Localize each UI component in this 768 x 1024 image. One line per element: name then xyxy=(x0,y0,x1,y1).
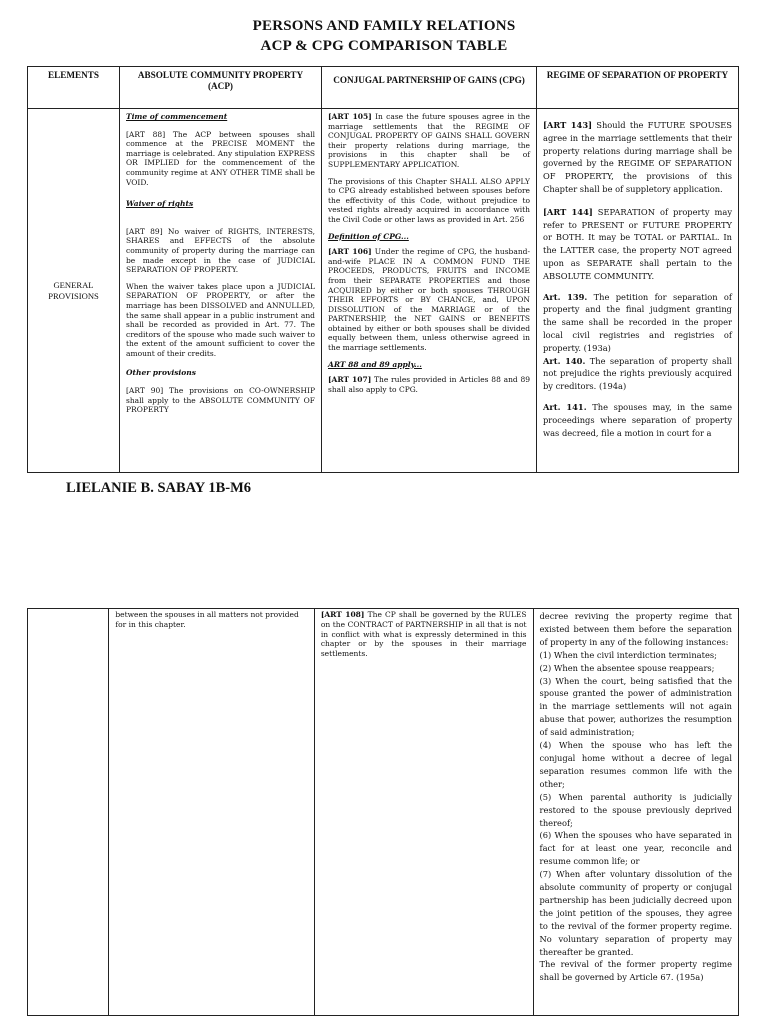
cpg-art105-tag: [ART 105] xyxy=(328,112,372,121)
cpg-art106 xyxy=(328,247,530,353)
header-acp: ABSOLUTE COMMUNITY PROPERTY (ACP) xyxy=(120,67,322,109)
acp-heading-waiver: Waiver of rights xyxy=(126,199,194,209)
sep-art139 xyxy=(543,291,732,355)
sep-instance-item: (1) When the civil interdiction terminates; xyxy=(539,649,717,660)
acp-continuation-text: between the spouses in all matters not provided for in this chapter. xyxy=(115,610,299,629)
sep-instances-list xyxy=(540,649,733,959)
sep-art140-tag: Art. 140. xyxy=(543,355,586,366)
acp-art90: [ART 90] The provisions on CO-OWNERSHIP shall apply to the ABSOLUTE COMMUNITY OF PROPERTY xyxy=(126,386,315,415)
sep-art141 xyxy=(543,401,732,439)
header-row xyxy=(28,67,739,109)
sep-closing-text: The revival of the former property regime shall be governed by Article 67. (195a) xyxy=(539,959,732,983)
sep-art140 xyxy=(543,355,732,393)
sep-art143-tag: [ART 143] xyxy=(543,120,593,130)
cpg-art108-text: The CP shall be governed by the RULES on the CONTRACT of PARTNERSHIP in all that is not in conflict with what is expressly determined in this chapter or by the spouses in their marriage settlements. xyxy=(320,610,527,659)
cpg-cell xyxy=(322,109,537,473)
cpg-art108-tag: [ART 108] xyxy=(320,610,365,619)
sep-art144-tag: [ART 144] xyxy=(543,206,593,217)
sep-continuation-cell xyxy=(533,609,739,1016)
acp-heading-other: Other provisions xyxy=(126,368,196,378)
comparison-table-page2 xyxy=(27,608,739,1016)
document-title: PERSONS AND FAMILY RELATIONS xyxy=(252,18,516,34)
cpg-continuation-cell xyxy=(314,609,533,1016)
acp-heading-commencement: Time of commencement xyxy=(126,112,228,121)
sep-art139-text: The petition for separation of property and the final judgment granting the same shall be recorded in the proper local civil registries and registries of property. (193a) xyxy=(543,291,732,353)
general-provisions-row xyxy=(28,109,739,473)
continuation-elements-cell xyxy=(28,609,109,1016)
header-elements: ELEMENTS xyxy=(28,67,120,109)
sep-instance-item: (5) When parental authority is judicially restored to the spouse previously deprived thereof; xyxy=(539,791,732,828)
sep-art143 xyxy=(543,119,732,196)
acp-art89: [ART 89] No waiver of RIGHTS, INTERESTS, SHARES and EFFECTS of the absolute community of property during the marriage can be made except in the case of JUDICIAL SEPARATION OF PROPERTY. xyxy=(126,226,315,275)
acp-art88: [ART 88] The ACP between spouses shall commence at the PRECISE MOMENT the marriage is celebrated. Any stipulation EXPRESS OR IMPLIED for the commencement of the community regime at ANY OTHER TIME shall be VOID. xyxy=(126,129,315,187)
cpg-art106-text: Under the regime of CPG, the husband-and-wife PLACE IN A COMMON FUND THE PROCEEDS, PRODUCTS, FRUITS and INCOME from their SEPARATE PROPERTIES and those ACQUIRED by either or both spouses THROUGH THEIR EFFORTS or BY CHANCE, and, UPON DISSOLUTION of the MARRIAGE or of the PARTNERSHIP, the NET GAINS or BENEFITS obtained by either or both spouses shall be divided equally between them, unless otherwise agreed in the marriage settlements. xyxy=(328,247,530,353)
cpg-art107 xyxy=(328,375,530,394)
sep-art141-text: The spouses may, in the same proceedings where separation of property was decreed, file a motion in court for a xyxy=(543,401,732,438)
continuation-row xyxy=(28,609,739,1016)
cpg-art105 xyxy=(328,112,530,170)
sep-instance-item: (3) When the court, being satisfied that the spouse granted the power of administration in the marriage settlements will not again abuse that power, authorizes the resumption of said administration; xyxy=(539,675,732,738)
acp-cell xyxy=(120,109,322,473)
sep-instance-item: (4) When the spouse who has left the conjugal home without a decree of legal separation resumes common life with the other; xyxy=(539,740,732,789)
document-subtitle: ACP & CPG COMPARISON TABLE xyxy=(260,38,508,54)
cpg-art107-tag: [ART 107] xyxy=(328,375,372,385)
sep-instance-item: (7) When after voluntary dissolution of the absolute community of property or conjugal partnership has been judicially decreed upon the joint petition of the spouses, they agree to the revival of the former property regime. No voluntary separation of property may thereafter be granted. xyxy=(539,869,732,957)
cpg-art107-text: The rules provided in Articles 88 and 89 shall also apply to CPG. xyxy=(328,375,530,394)
sep-art139-tag: Art. 139. xyxy=(543,291,588,302)
author-name: LIELANIE B. SABAY 1B-M6 xyxy=(66,480,252,496)
sep-art144-text: SEPARATION of property may refer to PRESENT or FUTURE PROPERTY or BOTH. It may be TOTAL or PARTIAL. In the LATTER case, the property NOT agreed upon as SEPARATE shall pertain to the ABSOLUTE COMMUNITY. xyxy=(543,206,733,281)
cpg-art106-tag: [ART 106] xyxy=(328,247,372,257)
sep-art141-tag: Art. 141. xyxy=(543,401,587,412)
cpg-art105-text: In case the future spouses agree in the marriage settlements that the REGIME OF CONJUGAL PROPERTY OF GAINS SHALL GOVERN their property relations during marriage, the provisions in this chapter shall be of SUPPLEMENTARY APPLICATION. xyxy=(328,112,530,169)
cpg-heading-apply: ART 88 and 89 apply... xyxy=(328,359,422,369)
sep-art143-text: Should the FUTURE SPOUSES agree in the marriage settlements that their property relations during marriage shall be governed by the REGIME OF SEPARATION OF PROPERTY, the provisions of this Chapter shall be of suppletory application. xyxy=(543,120,732,194)
row-label-general-provisions: GENERAL PROVISIONS xyxy=(28,109,120,473)
sep-art140-text: The separation of property shall not prejudice the rights previously acquired by creditors. (194a) xyxy=(543,355,732,392)
comparison-table-page1 xyxy=(27,66,739,473)
sep-art144 xyxy=(543,206,732,283)
sep-instance-item: (2) When the absentee spouse reappears; xyxy=(539,662,715,673)
sep-continuation-text: decree reviving the property regime that existed between them before the separation of property in any of the following instances: xyxy=(539,611,732,647)
cpg-art105-p2: The provisions of this Chapter SHALL ALSO APPLY to CPG already established between spouses before the effectivity of this Code, without prejudice to vested rights already acquired in accordance with the Civil Code or other laws as provided in Art. 256 xyxy=(328,176,530,224)
sep-instance-item: (6) When the spouses who have separated in fact for at least one year, reconcile and resume common life; or xyxy=(539,830,732,867)
acp-waiver-p2: When the waiver takes place upon a JUDICIAL SEPARATION OF PROPERTY, or after the marriage has been DISSOLVED and ANNULLED, the same shall appear in a public instrument and shall be recorded as provided in Art. 77. The creditors of the spouse who made such waiver to the extent of the amount sufficient to cover the amount of their credits. xyxy=(126,281,315,358)
cpg-art108 xyxy=(321,610,527,659)
acp-continuation-cell xyxy=(109,609,314,1016)
cpg-heading-definition: Definition of CPG... xyxy=(328,231,409,241)
header-cpg: CONJUGAL PARTNERSHIP OF GAINS (CPG) xyxy=(322,67,537,109)
sep-cell xyxy=(537,109,739,473)
header-sep: REGIME OF SEPARATION OF PROPERTY xyxy=(537,67,739,109)
